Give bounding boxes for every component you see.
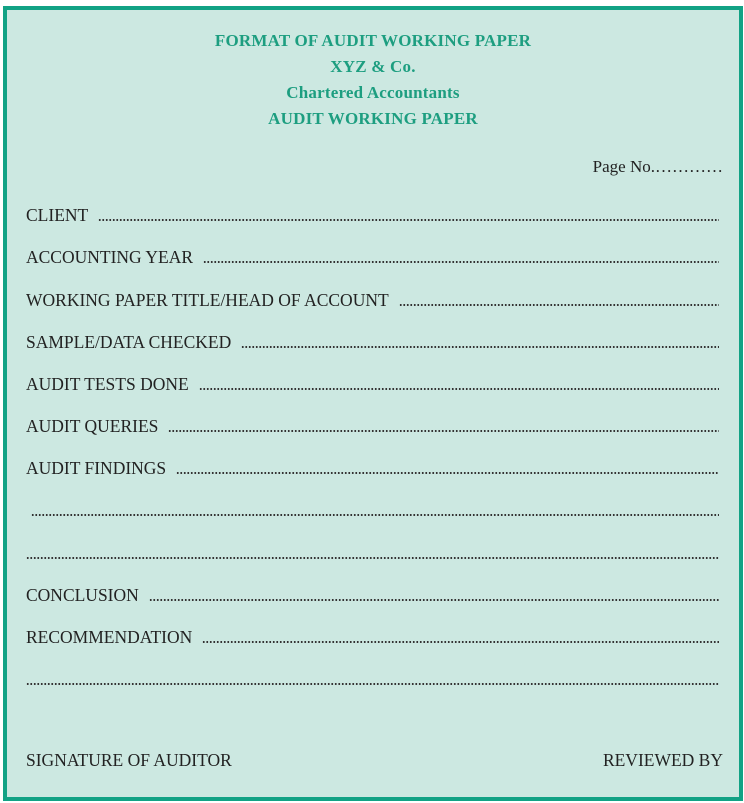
blank-line-2 [26, 540, 719, 564]
audit-working-paper-form [3, 6, 743, 801]
audit-tests-done-label: AUDIT TESTS DONE [26, 374, 189, 394]
firm-designation: Chartered Accountants [286, 83, 460, 102]
form-format-title: FORMAT OF AUDIT WORKING PAPER [214, 31, 532, 50]
sample-data-checked-dotted-line [241, 345, 719, 349]
audit-queries-label: AUDIT QUERIES [26, 416, 159, 436]
client-dotted-line [98, 218, 719, 222]
page-number-field: Page No.………… [592, 157, 723, 176]
conclusion-dotted-line [149, 598, 719, 602]
client-field [26, 202, 719, 226]
recommendation-label: RECOMMENDATION [26, 627, 193, 647]
signature-of-auditor-label: SIGNATURE OF AUDITOR [26, 750, 232, 770]
audit-findings-field [26, 455, 719, 479]
blank-dotted-line-2 [26, 556, 719, 560]
sample-data-checked-label: SAMPLE/DATA CHECKED [26, 332, 232, 352]
working-paper-title-dotted-line [399, 303, 719, 307]
document-title: AUDIT WORKING PAPER [268, 109, 478, 128]
firm-name: XYZ & Co. [330, 57, 416, 76]
client-label: CLIENT [26, 205, 89, 225]
accounting-year-dotted-line [203, 260, 719, 264]
audit-queries-field [26, 413, 719, 437]
blank-line-3 [26, 666, 719, 690]
audit-queries-dotted-line [168, 429, 719, 433]
working-paper-title-field [26, 287, 719, 311]
working-paper-title-label: WORKING PAPER TITLE/HEAD OF ACCOUNT [26, 290, 389, 310]
conclusion-label: CONCLUSION [26, 585, 139, 605]
reviewed-by-label: REVIEWED BY [602, 750, 723, 770]
sample-data-checked-field [26, 329, 719, 353]
audit-tests-done-dotted-line [199, 387, 719, 391]
audit-tests-done-field [26, 371, 719, 395]
recommendation-dotted-line [202, 640, 719, 644]
accounting-year-field [26, 244, 719, 268]
form-header [7, 28, 739, 132]
blank-line-1 [31, 497, 719, 521]
audit-findings-dotted-line [176, 471, 719, 475]
blank-dotted-line-1 [31, 513, 719, 517]
accounting-year-label: ACCOUNTING YEAR [26, 247, 194, 267]
recommendation-field [26, 624, 719, 648]
conclusion-field [26, 582, 719, 606]
blank-dotted-line-3 [26, 682, 719, 686]
audit-findings-label: AUDIT FINDINGS [26, 458, 167, 478]
